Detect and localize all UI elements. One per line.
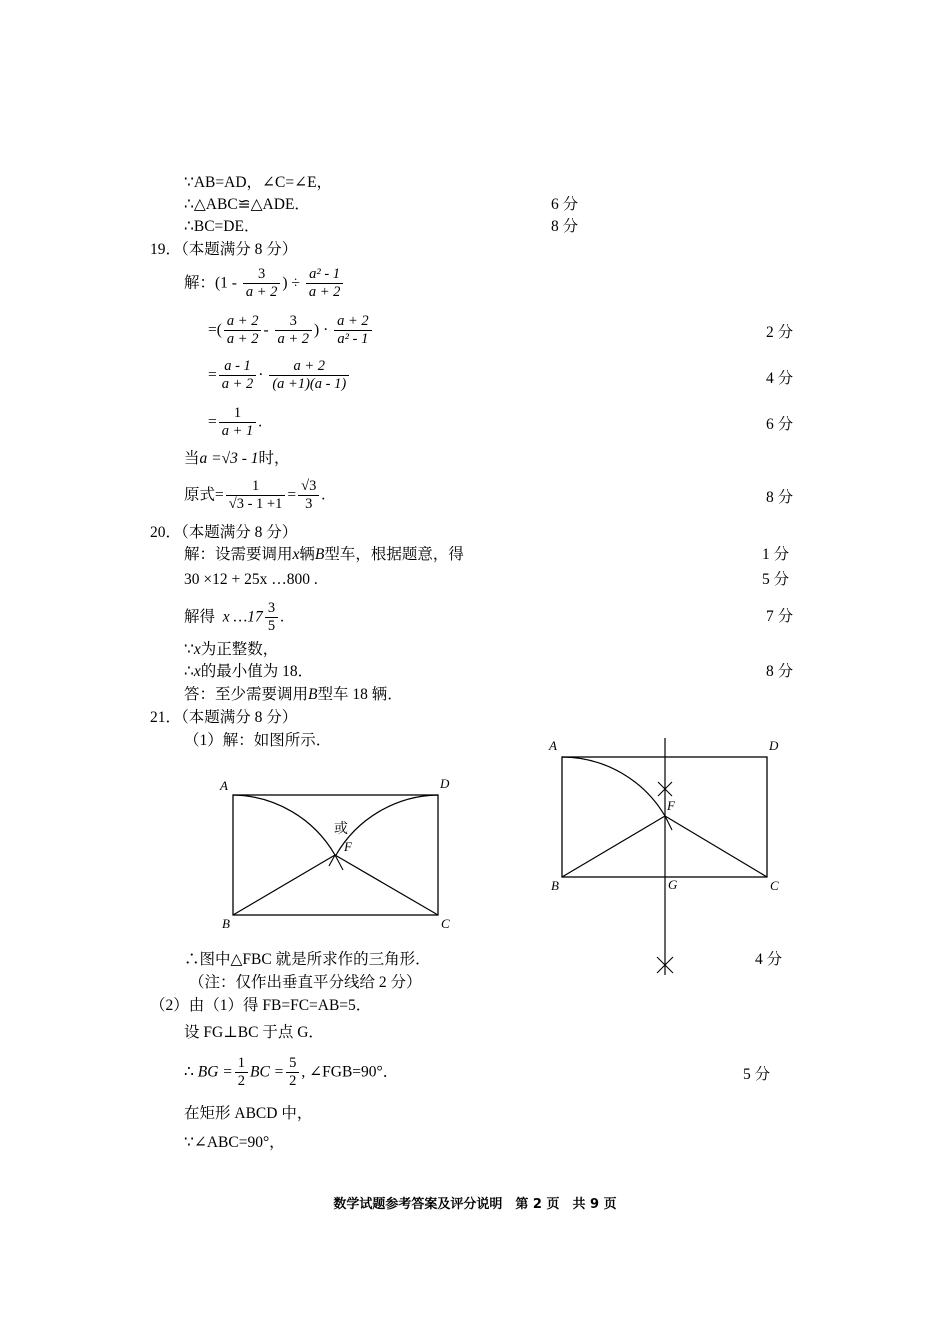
fraction: $\frac{3}{5}$ [265, 600, 278, 636]
q20-line-4: ∵x为正整数， [184, 641, 279, 658]
label-b: B [551, 878, 559, 893]
q19-result: 原式= $\frac{1}{√3 - 1 +1}$ = $\frac{√3}{3}$ . [184, 478, 326, 513]
proof-line-1: ∵AB=AD，∠C=∠E， [184, 174, 333, 191]
fraction: $\frac{1}{a + 1}$ [219, 405, 257, 441]
label-a: A [220, 778, 228, 793]
score-6b: 6 分 [766, 416, 794, 433]
q20-answer: 答：至少需要调用B型车 18 辆． [184, 686, 403, 703]
label-f: F [344, 839, 352, 854]
sol-label: 解： [184, 274, 216, 292]
q19-step-2: = $\frac{a - 1}{a + 2}$ · $\frac{a + 2}{(a +1)(a - 1)}$ [208, 358, 351, 394]
score-4: 4 分 [766, 370, 794, 387]
q19-header: 19．（本题满分 8 分） [150, 241, 298, 258]
q19-step-3: = $\frac{1}{a + 1}$ . [208, 405, 263, 440]
score-8: 8 分 [551, 218, 579, 235]
figure-2 [540, 735, 790, 985]
q20-solve: 解得 x …17 $\frac{3}{5}$ . [184, 600, 284, 635]
q20-header: 20．（本题满分 8 分） [150, 524, 298, 541]
arc-from-a [233, 795, 335, 855]
fraction: $\frac{1}{2}$ [235, 1055, 248, 1091]
fraction: $\frac{√3}{3}$ [298, 478, 319, 514]
fraction: $\frac{a + 2}{\text{a² - 1}}$ [334, 313, 372, 349]
label-c: C [441, 916, 450, 931]
score-7: 7 分 [766, 608, 794, 625]
q21-note: （注：仅作出垂直平分线给 2 分） [189, 974, 422, 991]
q21-header: 21．（本题满分 8 分） [150, 709, 298, 726]
score-8b: 8 分 [766, 489, 794, 506]
proof-line-3: ∴BC=DE． [184, 218, 260, 235]
label-d: D [440, 776, 450, 791]
q21-rect: 在矩形 ABCD 中， [184, 1105, 313, 1122]
fraction: $\frac{a - 1}{a + 2}$ [219, 358, 257, 394]
arc-from-a [562, 757, 665, 816]
fraction: $\frac{3}{a + 2}$ [243, 266, 281, 302]
score-4b: 4 分 [755, 951, 783, 968]
q20-inequality: 30 ×12 + 25x …800 . [184, 571, 318, 588]
label-or: 或 [334, 822, 348, 837]
fraction: $\frac{\text{a² - 1}}{a + 2}$ [306, 266, 344, 302]
q21-bg-line: ∴ BG = $\frac{1}{2}$ BC = $\frac{5}{2}$ , ∠FGB=90°． [184, 1055, 399, 1090]
page-footer: 数学试题参考答案及评分说明 第 2 页 共 9 页 [333, 1197, 617, 1212]
q21-part1: （1）解：如图所示． [184, 732, 332, 749]
fraction: $\frac{a + 2}{(a +1)(a - 1)}$ [269, 358, 349, 394]
label-c: C [770, 878, 779, 893]
proof-line-2: ∴△ABC≌△ADE． [184, 196, 310, 213]
score-8c: 8 分 [766, 663, 794, 680]
segment-cf [335, 855, 438, 915]
figure-1 [210, 770, 460, 935]
q20-line-1: 解：设需要调用x辆B型车，根据题意，得 [184, 546, 464, 563]
label-a: A [549, 738, 557, 753]
q21-angle: ∵∠ABC=90°， [184, 1134, 285, 1151]
q19-step-1: =( $\frac{a + 2}{a + 2}$ - $\frac{3}{a + 2}$ ) · $\frac{a + 2}{\text{a² - 1}}$ [208, 313, 374, 349]
q20-line-5: ∴x的最小值为 18． [184, 663, 314, 680]
q19-when: 当a =√3 - 1时， [184, 450, 290, 467]
q21-set: 设 FG⊥BC 于点 G． [184, 1024, 324, 1041]
q21-part2: （2）由（1）得 FB=FC=AB=5． [150, 997, 372, 1014]
score-2: 2 分 [766, 324, 794, 341]
score-5b: 5 分 [743, 1066, 771, 1083]
fraction: $\frac{5}{2}$ [286, 1055, 299, 1091]
score-1: 1 分 [762, 546, 790, 563]
label-g: G [668, 877, 678, 892]
fraction: $\frac{1}{√3 - 1 +1}$ [226, 478, 286, 514]
segment-bf [562, 816, 665, 877]
label-b: B [222, 916, 230, 931]
score-6: 6 分 [551, 196, 579, 213]
segment-cf [665, 816, 767, 877]
label-f: F [667, 798, 675, 813]
label-d: D [769, 738, 779, 753]
q21-conclusion: ∴图中△FBC 就是所求作的三角形． [184, 951, 431, 968]
segment-bf [233, 855, 335, 915]
q19-expr-line: 解：(1 - $\frac{3}{a + 2}$ ) ÷ $\frac{\text{a² - 1}}{a + 2}$ [184, 266, 345, 302]
fraction: $\frac{a + 2}{a + 2}$ [224, 313, 262, 349]
fraction: $\frac{3}{a + 2}$ [275, 313, 313, 349]
score-5: 5 分 [762, 571, 790, 588]
